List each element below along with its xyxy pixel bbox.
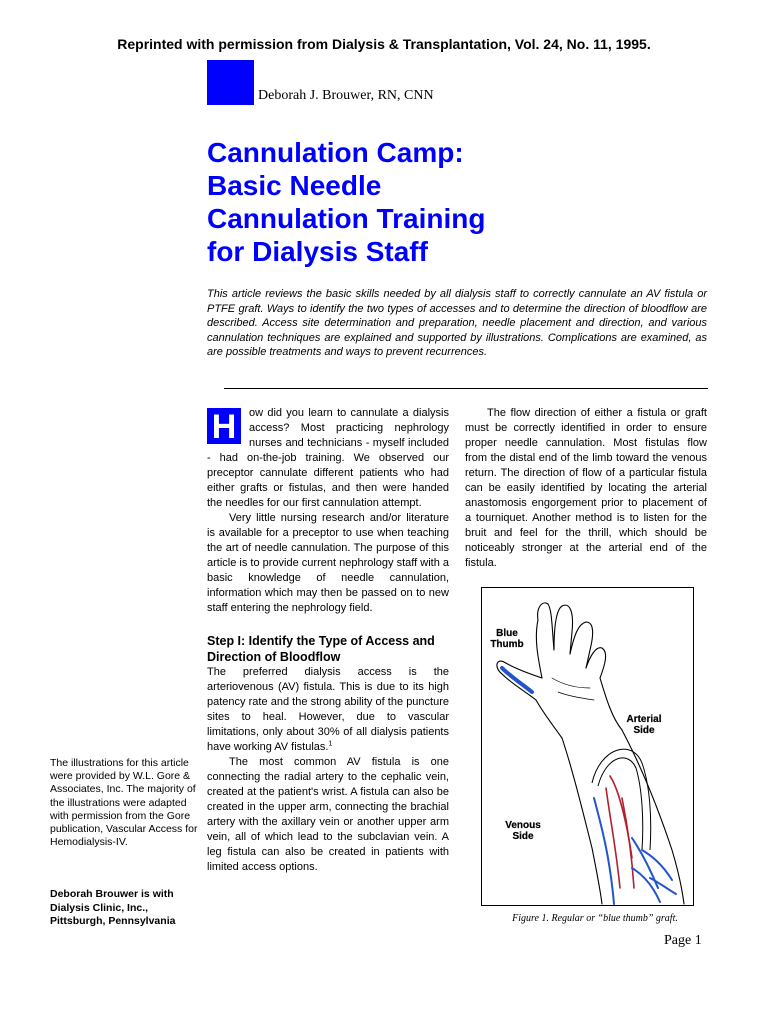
article-title <box>207 136 627 268</box>
author-byline: Deborah J. Brouwer, RN, CNN <box>258 88 434 103</box>
footnote-ref: 1 <box>328 740 333 748</box>
page-number: Page 1 <box>664 933 702 948</box>
decorative-blue-square <box>207 60 254 105</box>
title-line: Basic Needle <box>207 170 382 201</box>
title-line: for Dialysis Staff <box>207 236 428 267</box>
reprint-notice: Reprinted with permission from Dialysis & Transplantation, Vol. 24, No. 11, 1995. <box>117 36 651 52</box>
title-line: Cannulation Training <box>207 203 486 234</box>
illustration-credit: The illustrations for this article were provided by W.L. Gore & Associates, Inc. The majority of the illustrations were adapted with permission from the Gore publication, Vascular Access for Hemodialysis-IV. <box>50 757 198 849</box>
label-venous-side: Venous Side <box>505 820 541 842</box>
body-paragraph: The preferred dialysis access is the arteriovenous (AV) fistula. This is due to its high patency rate and the strong ability of the puncture sites to heal. However, due to vascular limitations, only about 30% of all dialysis patients have working AV fistulas.$^1$ <box>207 666 449 753</box>
body-paragraph: ow did you learn to cannulate a dialysis access? Most practicing nephrology nurses and technicians - myself included - had on-the-job training. We observed our preceptor cannulate different patients who had either grafts or fistulas, and then were handed the needles for our first cannulation attempt. <box>207 407 449 509</box>
figure-illustration <box>481 587 694 906</box>
figure-caption: Figure 1. Regular or “blue thumb” graft. <box>512 913 678 924</box>
article-abstract: This article reviews the basic skills needed by all dialysis staff to correctly cannulate an AV fistula or PTFE graft. Ways to identify the two types of accesses and to determine the direction of bloodflow are described. Access site determination and preparation, needle placement and direction, and various cannulation techniques are explained and supported by illustrations. Complications are examined, as are possible treatments and ways to prevent recurrences. <box>207 288 707 358</box>
label-arterial-side: Arterial Side <box>626 714 662 736</box>
label-blue-thumb: Blue Thumb <box>490 628 524 650</box>
author-affiliation: Deborah Brouwer is with Dialysis Clinic, Inc., Pittsburgh, Pennsylvania <box>50 888 176 927</box>
body-paragraph: The most common AV fistula is one connecting the radial artery to the cephalic vein, created at the patient's wrist. A fistula can also be created in the upper arm, connecting the brachial artery with the axillary vein or another upper arm vein, all of which lead to the subclavian vein. A leg fistula can also be created in patients with limited access options. <box>207 756 449 873</box>
section-heading: Step I: Identify the Type of Access and Direction of Bloodflow <box>207 634 435 664</box>
drop-cap: H <box>207 408 241 444</box>
body-paragraph: Very little nursing research and/or literature is available for a preceptor to use when teaching the art of needle cannulation. The purpose of this article is to provide current nephrology staff with a basic knowledge of needle cannulation, information which may then be passed on to new staff entering the nephrology field. <box>207 512 449 614</box>
body-paragraph: The flow direction of either a fistula or graft must be correctly identified in order to ensure proper needle cannulation. Most fistulas flow from the distal end of the limb toward the venous return. The direction of flow of a particular fistula can be easily identified by locating the arterial anastomosis engorgement prior to placement of a tourniquet. Another method is to listen for the bruit and feel for the thrill, which should be noticeably stronger at the arterial end of the fistula. <box>465 407 707 569</box>
divider-rule <box>224 388 708 389</box>
body-column-left <box>207 406 449 875</box>
body-column-right <box>465 406 707 571</box>
title-line: Cannulation Camp: <box>207 137 464 168</box>
